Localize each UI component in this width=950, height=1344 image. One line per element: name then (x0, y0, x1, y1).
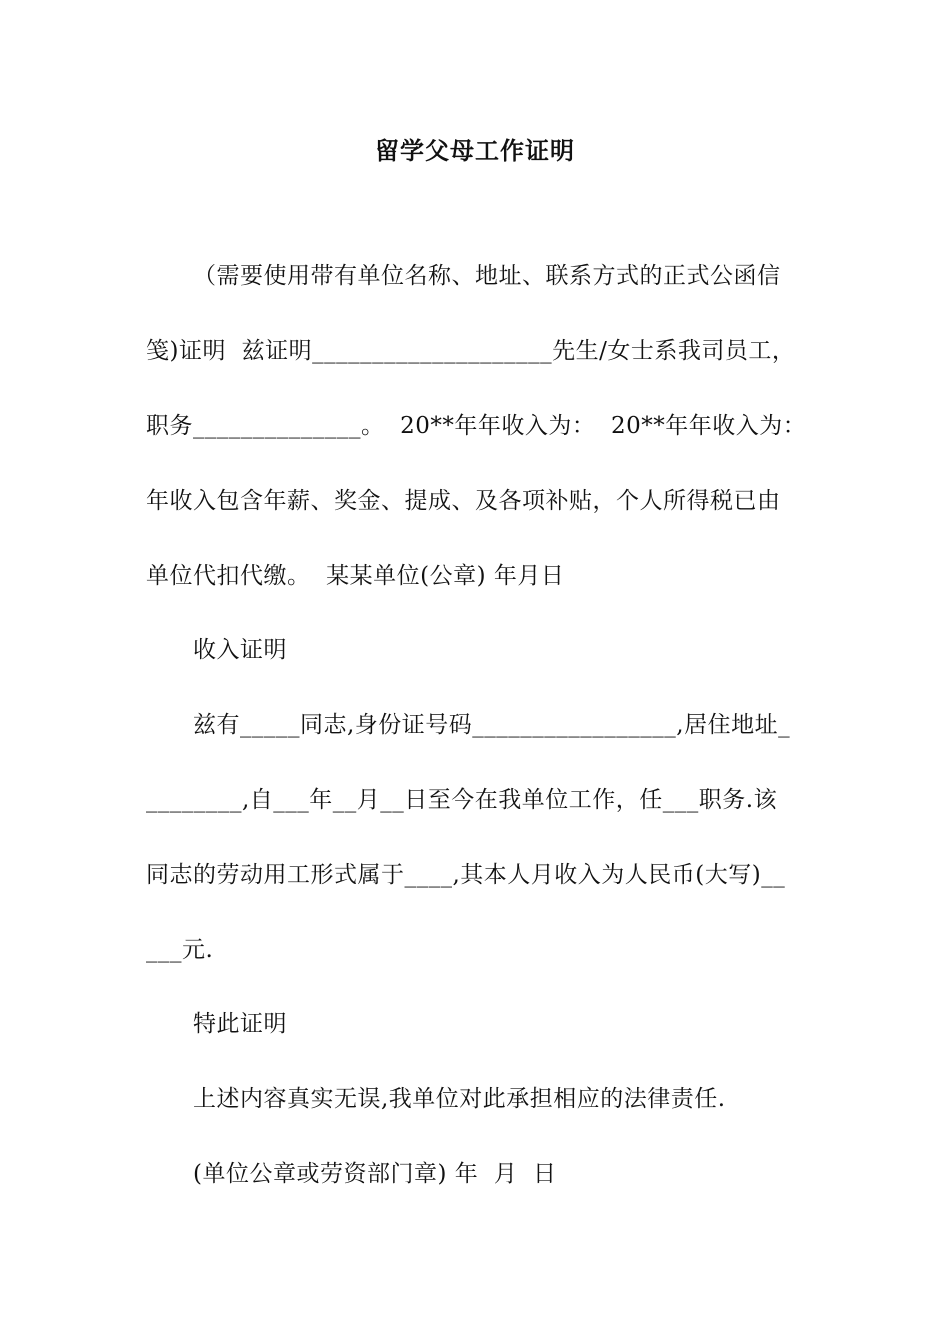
paragraph-line-5: 单位代扣代缴。 某某单位(公章) 年月日 (146, 563, 565, 589)
paragraph-line-1: （需要使用带有单位名称、地址、联系方式的正式公函信 (193, 263, 781, 289)
paragraph-line-9: 同志的劳动用工形式属于____,其本人月收入为人民币(大写)__ (146, 862, 786, 888)
paragraph-line-7: 兹有_____同志,身份证号码_________________,居住地址_ (193, 712, 791, 738)
section-heading-income-proof: 收入证明 (193, 637, 287, 663)
paragraph-line-4: 年收入包含年薪、奖金、提成、及各项补贴，个人所得税已由 (146, 488, 781, 514)
paragraph-line-8: ________,自___年__月__日至今在我单位工作，任___职务.该 (146, 787, 778, 813)
legal-responsibility-line: 上述内容真实无误,我单位对此承担相应的法律责任. (193, 1086, 726, 1112)
paragraph-line-10: ___元. (146, 937, 214, 963)
paragraph-line-3: 职务______________。 20**年年收入为： 20**年年收入为： (146, 413, 807, 439)
seal-date-line: (单位公章或劳资部门章) 年 月 日 (193, 1161, 557, 1187)
document-title: 留学父母工作证明 (375, 137, 575, 165)
closing-statement: 特此证明 (193, 1011, 287, 1037)
paragraph-line-2: 笺)证明 兹证明____________________先生/女士系我司员工， (146, 338, 796, 364)
